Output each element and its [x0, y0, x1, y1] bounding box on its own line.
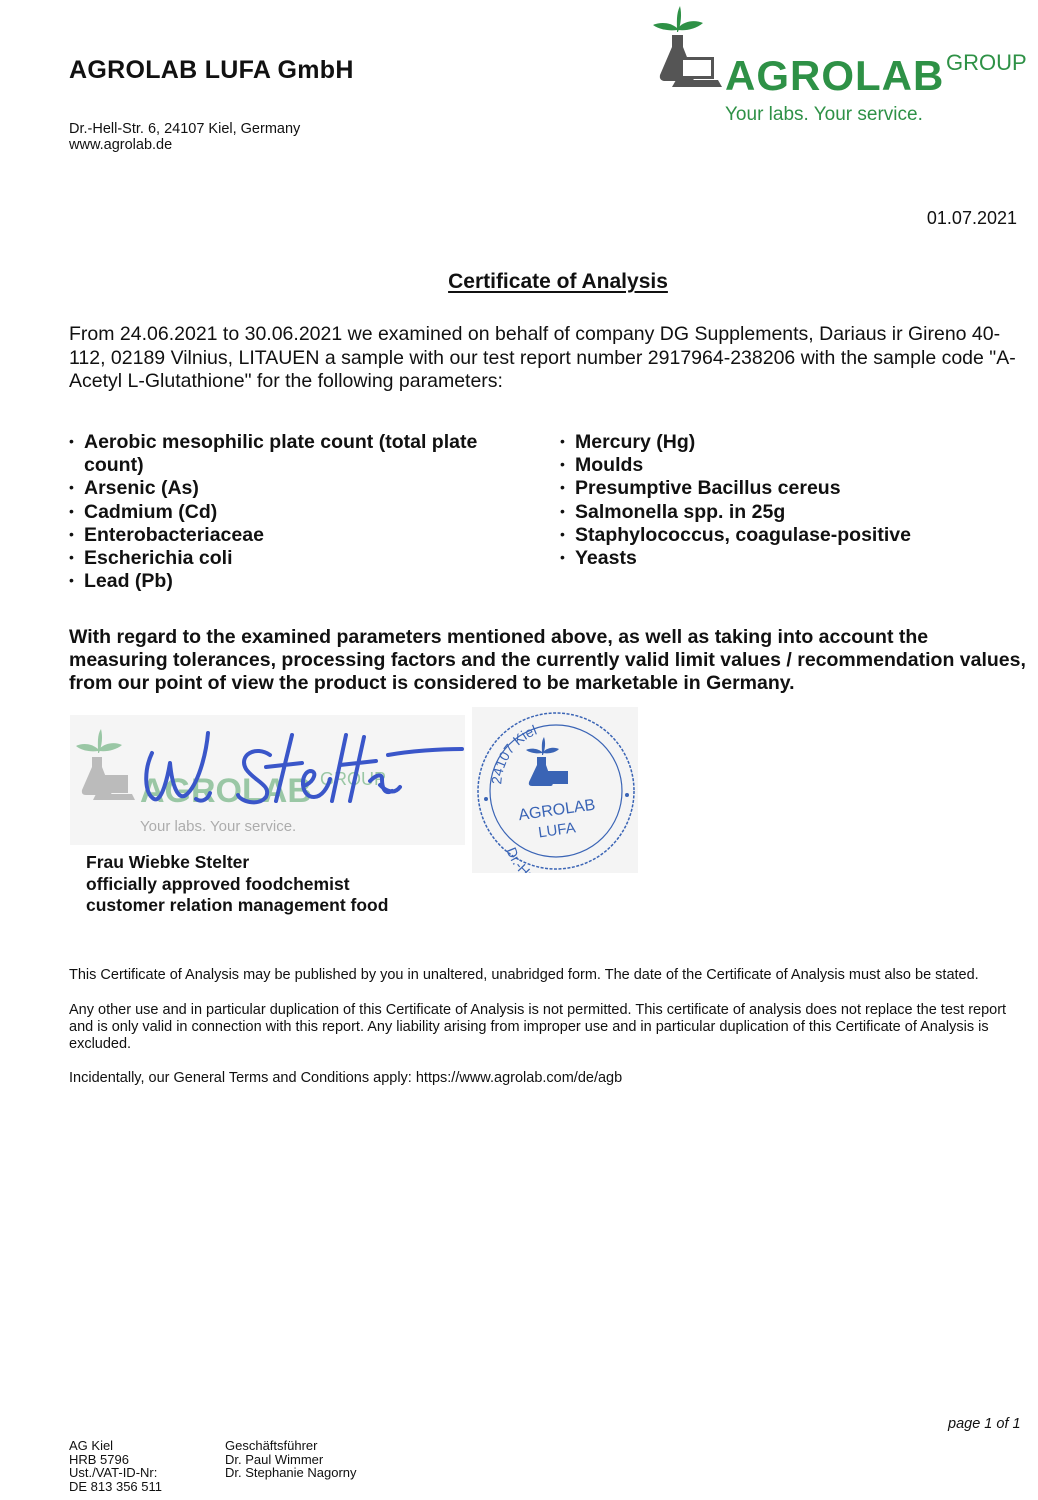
logo-tagline: Your labs. Your service. [725, 104, 923, 125]
footer-line: Geschäftsführer [225, 1438, 318, 1453]
list-item: • Cadmium (Cd) [69, 501, 519, 524]
agrolab-logo [650, 0, 1035, 135]
stamp-bottom-text: Dr.-H [503, 844, 534, 873]
page-number: page 1 of 1 [948, 1416, 1021, 1432]
list-item: • Escherichia coli [69, 547, 519, 570]
logo-wordmark: AGROLAB [725, 52, 945, 99]
conclusion-paragraph: With regard to the examined parameters mentioned above, as well as taking into account the measuring tolerances, processing factors and the currently valid limit values / recommendation values, from our point of view the product is considered to be marketable in Germany. [69, 626, 1026, 694]
address-website: www.agrolab.de [69, 137, 173, 153]
footer-line: DE 813 356 511 [69, 1478, 162, 1494]
footnote-publication: This Certificate of Analysis may be published by you in unaltered, unabridged form. The date of the Certificate of Analysis must also be stated. [69, 967, 979, 983]
list-item: • Staphylococcus, coagulase-positive [560, 524, 1020, 547]
document-id [0, 1388, 1, 1481]
watermark-group: GROUP [320, 769, 387, 789]
footer-line: Ust./VAT-ID-Nr: [69, 1465, 158, 1481]
company-name: AGROLAB LUFA GmbH [69, 56, 354, 84]
footer-line: HRB 5796 [69, 1451, 129, 1467]
signer-role: officially approved foodchemist [86, 873, 350, 894]
signer-name: Frau Wiebke Stelter [86, 852, 250, 872]
list-item: • Enterobacteriaceae [69, 524, 519, 547]
list-item: • Salmonella spp. in 25g [560, 501, 1020, 524]
stamp-top-text: 24107 Kiel [488, 721, 539, 785]
signature-image [70, 715, 465, 845]
list-item: • Arsenic (As) [69, 477, 519, 500]
signer-block [86, 852, 388, 917]
stamp-center-line1: AGROLAB [517, 796, 597, 825]
official-stamp [472, 707, 638, 873]
footer-management [225, 1439, 357, 1480]
page-title: Certificate of Analysis [448, 270, 668, 293]
footer-line: Dr. Paul Wimmer [225, 1451, 324, 1467]
list-item: • Yeasts [560, 547, 1020, 570]
signature-block [70, 715, 465, 845]
address-street: Dr.-Hell-Str. 6, 24107 Kiel, Germany [69, 121, 301, 137]
list-item: • Aerobic mesophilic plate count (total plate count) [69, 431, 519, 477]
list-item: • Mercury (Hg) [560, 431, 1020, 454]
parameter-list-right [560, 431, 1020, 570]
list-item: • Lead (Pb) [69, 570, 519, 593]
footnote-restriction: Any other use and in particular duplication of this Certificate of Analysis is not permitted. This certificate of analysis does not replace the test report and is only valid in connection with this report. Any liability arising from improper use and in particular duplication of this Certificate of Analysis is excluded. [69, 1002, 1007, 1052]
watermark-wordmark: AGROLAB [140, 772, 312, 810]
signer-department: customer relation management food [86, 895, 389, 915]
lab-flask-icon [650, 0, 725, 95]
company-address [69, 121, 300, 153]
footer-registry [69, 1439, 162, 1493]
footer-line: AG Kiel [69, 1438, 114, 1453]
certificate-date: 01.07.2021 [926, 208, 1017, 228]
parameter-list-left [69, 431, 519, 593]
footnote-terms: Incidentally, our General Terms and Conditions apply: https://www.agrolab.com/de/agb [69, 1070, 623, 1086]
intro-paragraph: From 24.06.2021 to 30.06.2021 we examined on behalf of company DG Supplements, Dariaus ir Gireno 40-112, 02189 Vilnius, LITAUEN a sample with our test report number 2917964-238206 with the sample code "A-Acetyl L-Glutathione" for the following parameters: [69, 323, 1016, 392]
footer-line: Dr. Stephanie Nagorny [225, 1465, 357, 1481]
list-item: • Moulds [560, 454, 1020, 477]
list-item: • Presumptive Bacillus cereus [560, 477, 1020, 500]
watermark-tagline: Your labs. Your service. [140, 818, 297, 835]
stamp-center-line2: LUFA [537, 819, 577, 842]
logo-group: GROUP [946, 50, 1027, 75]
